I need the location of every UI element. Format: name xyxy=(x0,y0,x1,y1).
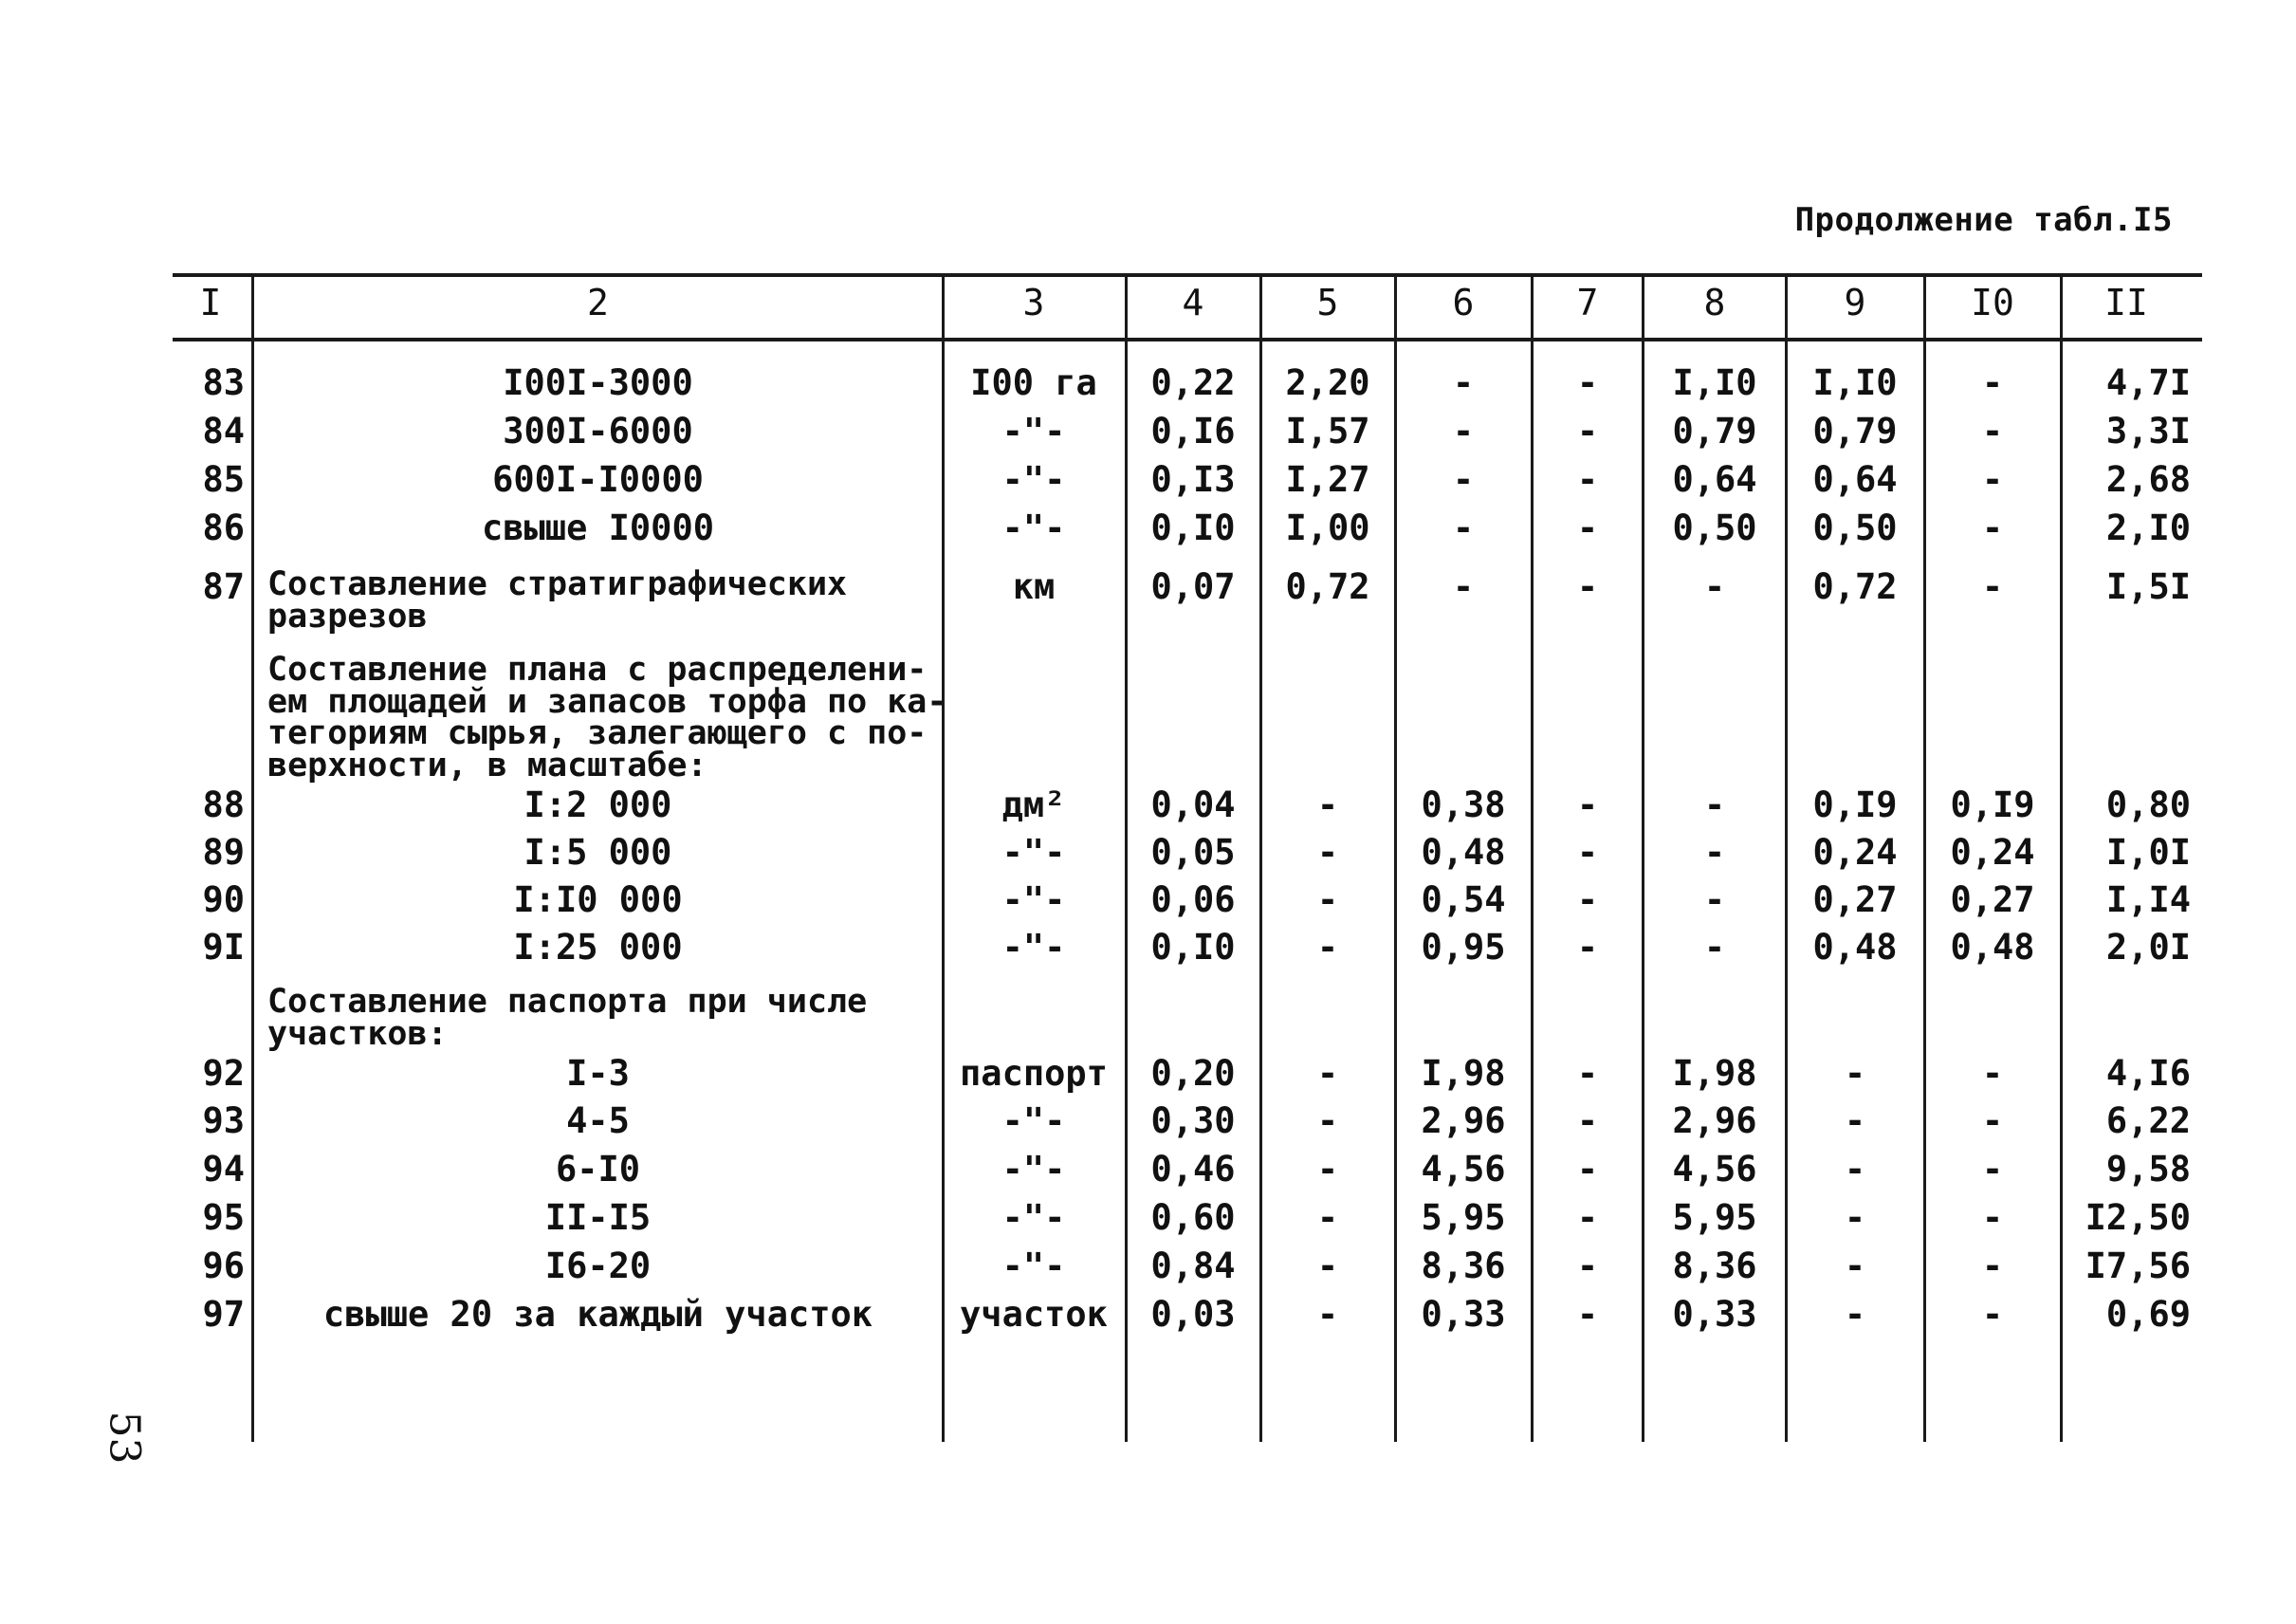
value-cell: 0,69 xyxy=(2105,1294,2191,1335)
value-cell: 0,72 xyxy=(1285,566,1370,607)
column-header: 8 xyxy=(1703,282,1726,323)
value-cell: - xyxy=(1576,411,1599,452)
value-cell: 0,06 xyxy=(1150,879,1236,920)
value-cell: 0,05 xyxy=(1150,832,1236,873)
row-number: 86 xyxy=(202,508,245,548)
work-description: 6-I0 xyxy=(555,1149,641,1190)
work-description: I:25 000 xyxy=(513,927,683,968)
value-cell: I,27 xyxy=(1285,459,1370,500)
value-cell: - xyxy=(1452,362,1475,403)
value-cell: 0,I9 xyxy=(1950,784,2035,825)
row-number: 90 xyxy=(202,879,245,920)
value-cell: 0,84 xyxy=(1150,1246,1236,1286)
value-cell: - xyxy=(1316,832,1339,873)
work-description: I6-20 xyxy=(544,1246,652,1286)
value-cell: - xyxy=(1981,1197,2004,1238)
value-cell: - xyxy=(1576,879,1599,920)
value-cell: 5,95 xyxy=(1421,1197,1506,1238)
row-number: 89 xyxy=(202,832,245,873)
value-cell: 2,I0 xyxy=(2105,508,2191,548)
value-cell: I,98 xyxy=(1421,1053,1506,1094)
value-cell: 0,64 xyxy=(1672,459,1757,500)
value-cell: 0,24 xyxy=(1812,832,1898,873)
value-cell: 2,96 xyxy=(1672,1100,1757,1141)
value-cell: 4,56 xyxy=(1672,1149,1757,1190)
value-cell: 0,60 xyxy=(1150,1197,1236,1238)
value-cell: 0,27 xyxy=(1950,879,2035,920)
unit-of-measure: -"- xyxy=(1001,832,1066,873)
value-cell: I,5I xyxy=(2105,566,2191,607)
row-number: 88 xyxy=(202,784,245,825)
row-number: 95 xyxy=(202,1197,245,1238)
value-cell: 4,I6 xyxy=(2105,1053,2191,1094)
work-description: Составление плана с распределени- ем площадей и запасов торфа по ка- тегориям сырья, залегающего с по- верхности, в масштабе: xyxy=(267,651,947,784)
value-cell: 0,48 xyxy=(1950,927,2035,968)
value-cell: - xyxy=(1981,1053,2004,1094)
value-cell: - xyxy=(1981,1294,2004,1335)
value-cell: - xyxy=(1844,1294,1866,1335)
unit-of-measure: -"- xyxy=(1001,459,1066,500)
column-header: I xyxy=(199,282,222,323)
value-cell: - xyxy=(1844,1053,1866,1094)
row-number: 96 xyxy=(202,1246,245,1286)
value-cell: 5,95 xyxy=(1672,1197,1757,1238)
value-cell: 0,I6 xyxy=(1150,411,1236,452)
value-cell: - xyxy=(1452,411,1475,452)
value-cell: - xyxy=(1981,411,2004,452)
work-description: 4-5 xyxy=(566,1100,630,1141)
work-description: I:I0 000 xyxy=(513,879,683,920)
value-cell: - xyxy=(1844,1149,1866,1190)
unit-of-measure: дм² xyxy=(1001,784,1066,825)
value-cell: 0,33 xyxy=(1672,1294,1757,1335)
value-cell: 0,54 xyxy=(1421,879,1506,920)
value-cell: 8,36 xyxy=(1672,1246,1757,1286)
unit-of-measure: -"- xyxy=(1001,1149,1066,1190)
work-description: I:2 000 xyxy=(523,784,672,825)
value-cell: 0,03 xyxy=(1150,1294,1236,1335)
row-number: 94 xyxy=(202,1149,245,1190)
unit-of-measure: -"- xyxy=(1001,1100,1066,1141)
value-cell: - xyxy=(1316,1100,1339,1141)
work-description: Составление стратиграфических разрезов xyxy=(267,565,848,636)
value-cell: 0,I0 xyxy=(1150,508,1236,548)
value-cell: - xyxy=(1981,362,2004,403)
value-cell: - xyxy=(1452,508,1475,548)
page-number: 53 xyxy=(100,1411,149,1465)
value-cell: 2,68 xyxy=(2105,459,2191,500)
unit-of-measure: -"- xyxy=(1001,879,1066,920)
row-number: 87 xyxy=(202,566,245,607)
row-number: 97 xyxy=(202,1294,245,1335)
value-cell: 0,64 xyxy=(1812,459,1898,500)
unit-of-measure: участок xyxy=(960,1294,1108,1335)
row-number: 85 xyxy=(202,459,245,500)
value-cell: - xyxy=(1703,879,1726,920)
value-cell: 6,22 xyxy=(2105,1100,2191,1141)
value-cell: 0,79 xyxy=(1812,411,1898,452)
header-bottom-rule xyxy=(173,338,2202,341)
value-cell: - xyxy=(1844,1100,1866,1141)
value-cell: 0,50 xyxy=(1812,508,1898,548)
value-cell: - xyxy=(1844,1246,1866,1286)
value-cell: 3,3I xyxy=(2105,411,2191,452)
work-description: II-I5 xyxy=(544,1197,652,1238)
value-cell: - xyxy=(1576,1197,1599,1238)
value-cell: 0,24 xyxy=(1950,832,2035,873)
value-cell: 0,30 xyxy=(1150,1100,1236,1141)
row-number: 93 xyxy=(202,1100,245,1141)
value-cell: 0,80 xyxy=(2105,784,2191,825)
work-description: I-3 xyxy=(566,1053,630,1094)
value-cell: - xyxy=(1576,566,1599,607)
value-cell: - xyxy=(1981,1100,2004,1141)
value-cell: - xyxy=(1576,927,1599,968)
column-header: 7 xyxy=(1576,282,1599,323)
value-cell: - xyxy=(1316,927,1339,968)
value-cell: - xyxy=(1316,1149,1339,1190)
value-cell: - xyxy=(1981,508,2004,548)
unit-of-measure: -"- xyxy=(1001,508,1066,548)
unit-of-measure: I00 га xyxy=(970,362,1097,403)
column-header: 4 xyxy=(1182,282,1204,323)
value-cell: 0,04 xyxy=(1150,784,1236,825)
value-cell: - xyxy=(1316,879,1339,920)
column-header: 2 xyxy=(587,282,609,323)
value-cell: 0,50 xyxy=(1672,508,1757,548)
value-cell: 9,58 xyxy=(2105,1149,2191,1190)
column-header: 3 xyxy=(1022,282,1045,323)
work-description: 600I-I0000 xyxy=(492,459,704,500)
unit-of-measure: -"- xyxy=(1001,1246,1066,1286)
work-description: свыше 20 за каждый участок xyxy=(322,1294,873,1335)
row-number: 84 xyxy=(202,411,245,452)
value-cell: 0,46 xyxy=(1150,1149,1236,1190)
value-cell: I,I0 xyxy=(1812,362,1898,403)
value-cell: I,98 xyxy=(1672,1053,1757,1094)
value-cell: 2,96 xyxy=(1421,1100,1506,1141)
value-cell: 0,79 xyxy=(1672,411,1757,452)
row-number: 83 xyxy=(202,362,245,403)
value-cell: - xyxy=(1576,1294,1599,1335)
value-cell: 8,36 xyxy=(1421,1246,1506,1286)
column-header: 6 xyxy=(1452,282,1475,323)
column-header: 5 xyxy=(1316,282,1339,323)
unit-of-measure: -"- xyxy=(1001,927,1066,968)
value-cell: - xyxy=(1316,1246,1339,1286)
value-cell: 0,48 xyxy=(1812,927,1898,968)
value-cell: I7,56 xyxy=(2085,1246,2191,1286)
value-cell: - xyxy=(1452,459,1475,500)
value-cell: - xyxy=(1576,832,1599,873)
value-cell: 2,0I xyxy=(2105,927,2191,968)
value-cell: 0,27 xyxy=(1812,879,1898,920)
value-cell: - xyxy=(1703,927,1726,968)
value-cell: - xyxy=(1981,1246,2004,1286)
work-description: I:5 000 xyxy=(523,832,672,873)
value-cell: 0,22 xyxy=(1150,362,1236,403)
column-header: I0 xyxy=(1971,282,2014,323)
unit-of-measure: км xyxy=(1012,566,1056,607)
value-cell: - xyxy=(1576,1053,1599,1094)
unit-of-measure: -"- xyxy=(1001,1197,1066,1238)
value-cell: - xyxy=(1452,566,1475,607)
value-cell: - xyxy=(1576,362,1599,403)
value-cell: - xyxy=(1981,459,2004,500)
value-cell: 0,I3 xyxy=(1150,459,1236,500)
value-cell: I,0I xyxy=(2105,832,2191,873)
work-description: свыше I0000 xyxy=(481,508,715,548)
value-cell: - xyxy=(1316,1294,1339,1335)
value-cell: 0,95 xyxy=(1421,927,1506,968)
table-caption: Продолжение табл.I5 xyxy=(1794,201,2173,239)
value-cell: - xyxy=(1576,784,1599,825)
work-description: Составление паспорта при числе участков: xyxy=(267,983,868,1053)
value-cell: - xyxy=(1844,1197,1866,1238)
value-cell: 0,I0 xyxy=(1150,927,1236,968)
value-cell: - xyxy=(1703,784,1726,825)
value-cell: 0,48 xyxy=(1421,832,1506,873)
value-cell: - xyxy=(1316,1053,1339,1094)
value-cell: 4,56 xyxy=(1421,1149,1506,1190)
value-cell: - xyxy=(1703,566,1726,607)
value-cell: 2,20 xyxy=(1285,362,1370,403)
value-cell: I,I0 xyxy=(1672,362,1757,403)
value-cell: I,I4 xyxy=(2105,879,2191,920)
unit-of-measure: паспорт xyxy=(960,1053,1108,1094)
value-cell: 0,07 xyxy=(1150,566,1236,607)
value-cell: - xyxy=(1576,1246,1599,1286)
value-cell: - xyxy=(1981,566,2004,607)
value-cell: - xyxy=(1316,1197,1339,1238)
table-top-rule xyxy=(173,273,2202,277)
value-cell: 0,33 xyxy=(1421,1294,1506,1335)
value-cell: - xyxy=(1576,1100,1599,1141)
value-cell: - xyxy=(1316,784,1339,825)
value-cell: 0,I9 xyxy=(1812,784,1898,825)
value-cell: I,57 xyxy=(1285,411,1370,452)
row-number: 92 xyxy=(202,1053,245,1094)
value-cell: - xyxy=(1576,508,1599,548)
column-header: 9 xyxy=(1844,282,1866,323)
value-cell: 0,38 xyxy=(1421,784,1506,825)
column-header: II xyxy=(2104,282,2148,323)
value-cell: I2,50 xyxy=(2085,1197,2191,1238)
value-cell: - xyxy=(1981,1149,2004,1190)
value-cell: 0,20 xyxy=(1150,1053,1236,1094)
work-description: 300I-6000 xyxy=(503,411,693,452)
unit-of-measure: -"- xyxy=(1001,411,1066,452)
row-number: 9I xyxy=(202,927,245,968)
value-cell: I,00 xyxy=(1285,508,1370,548)
work-description: I00I-3000 xyxy=(503,362,693,403)
value-cell: 4,7I xyxy=(2105,362,2191,403)
value-cell: - xyxy=(1576,459,1599,500)
value-cell: - xyxy=(1576,1149,1599,1190)
value-cell: - xyxy=(1703,832,1726,873)
value-cell: 0,72 xyxy=(1812,566,1898,607)
